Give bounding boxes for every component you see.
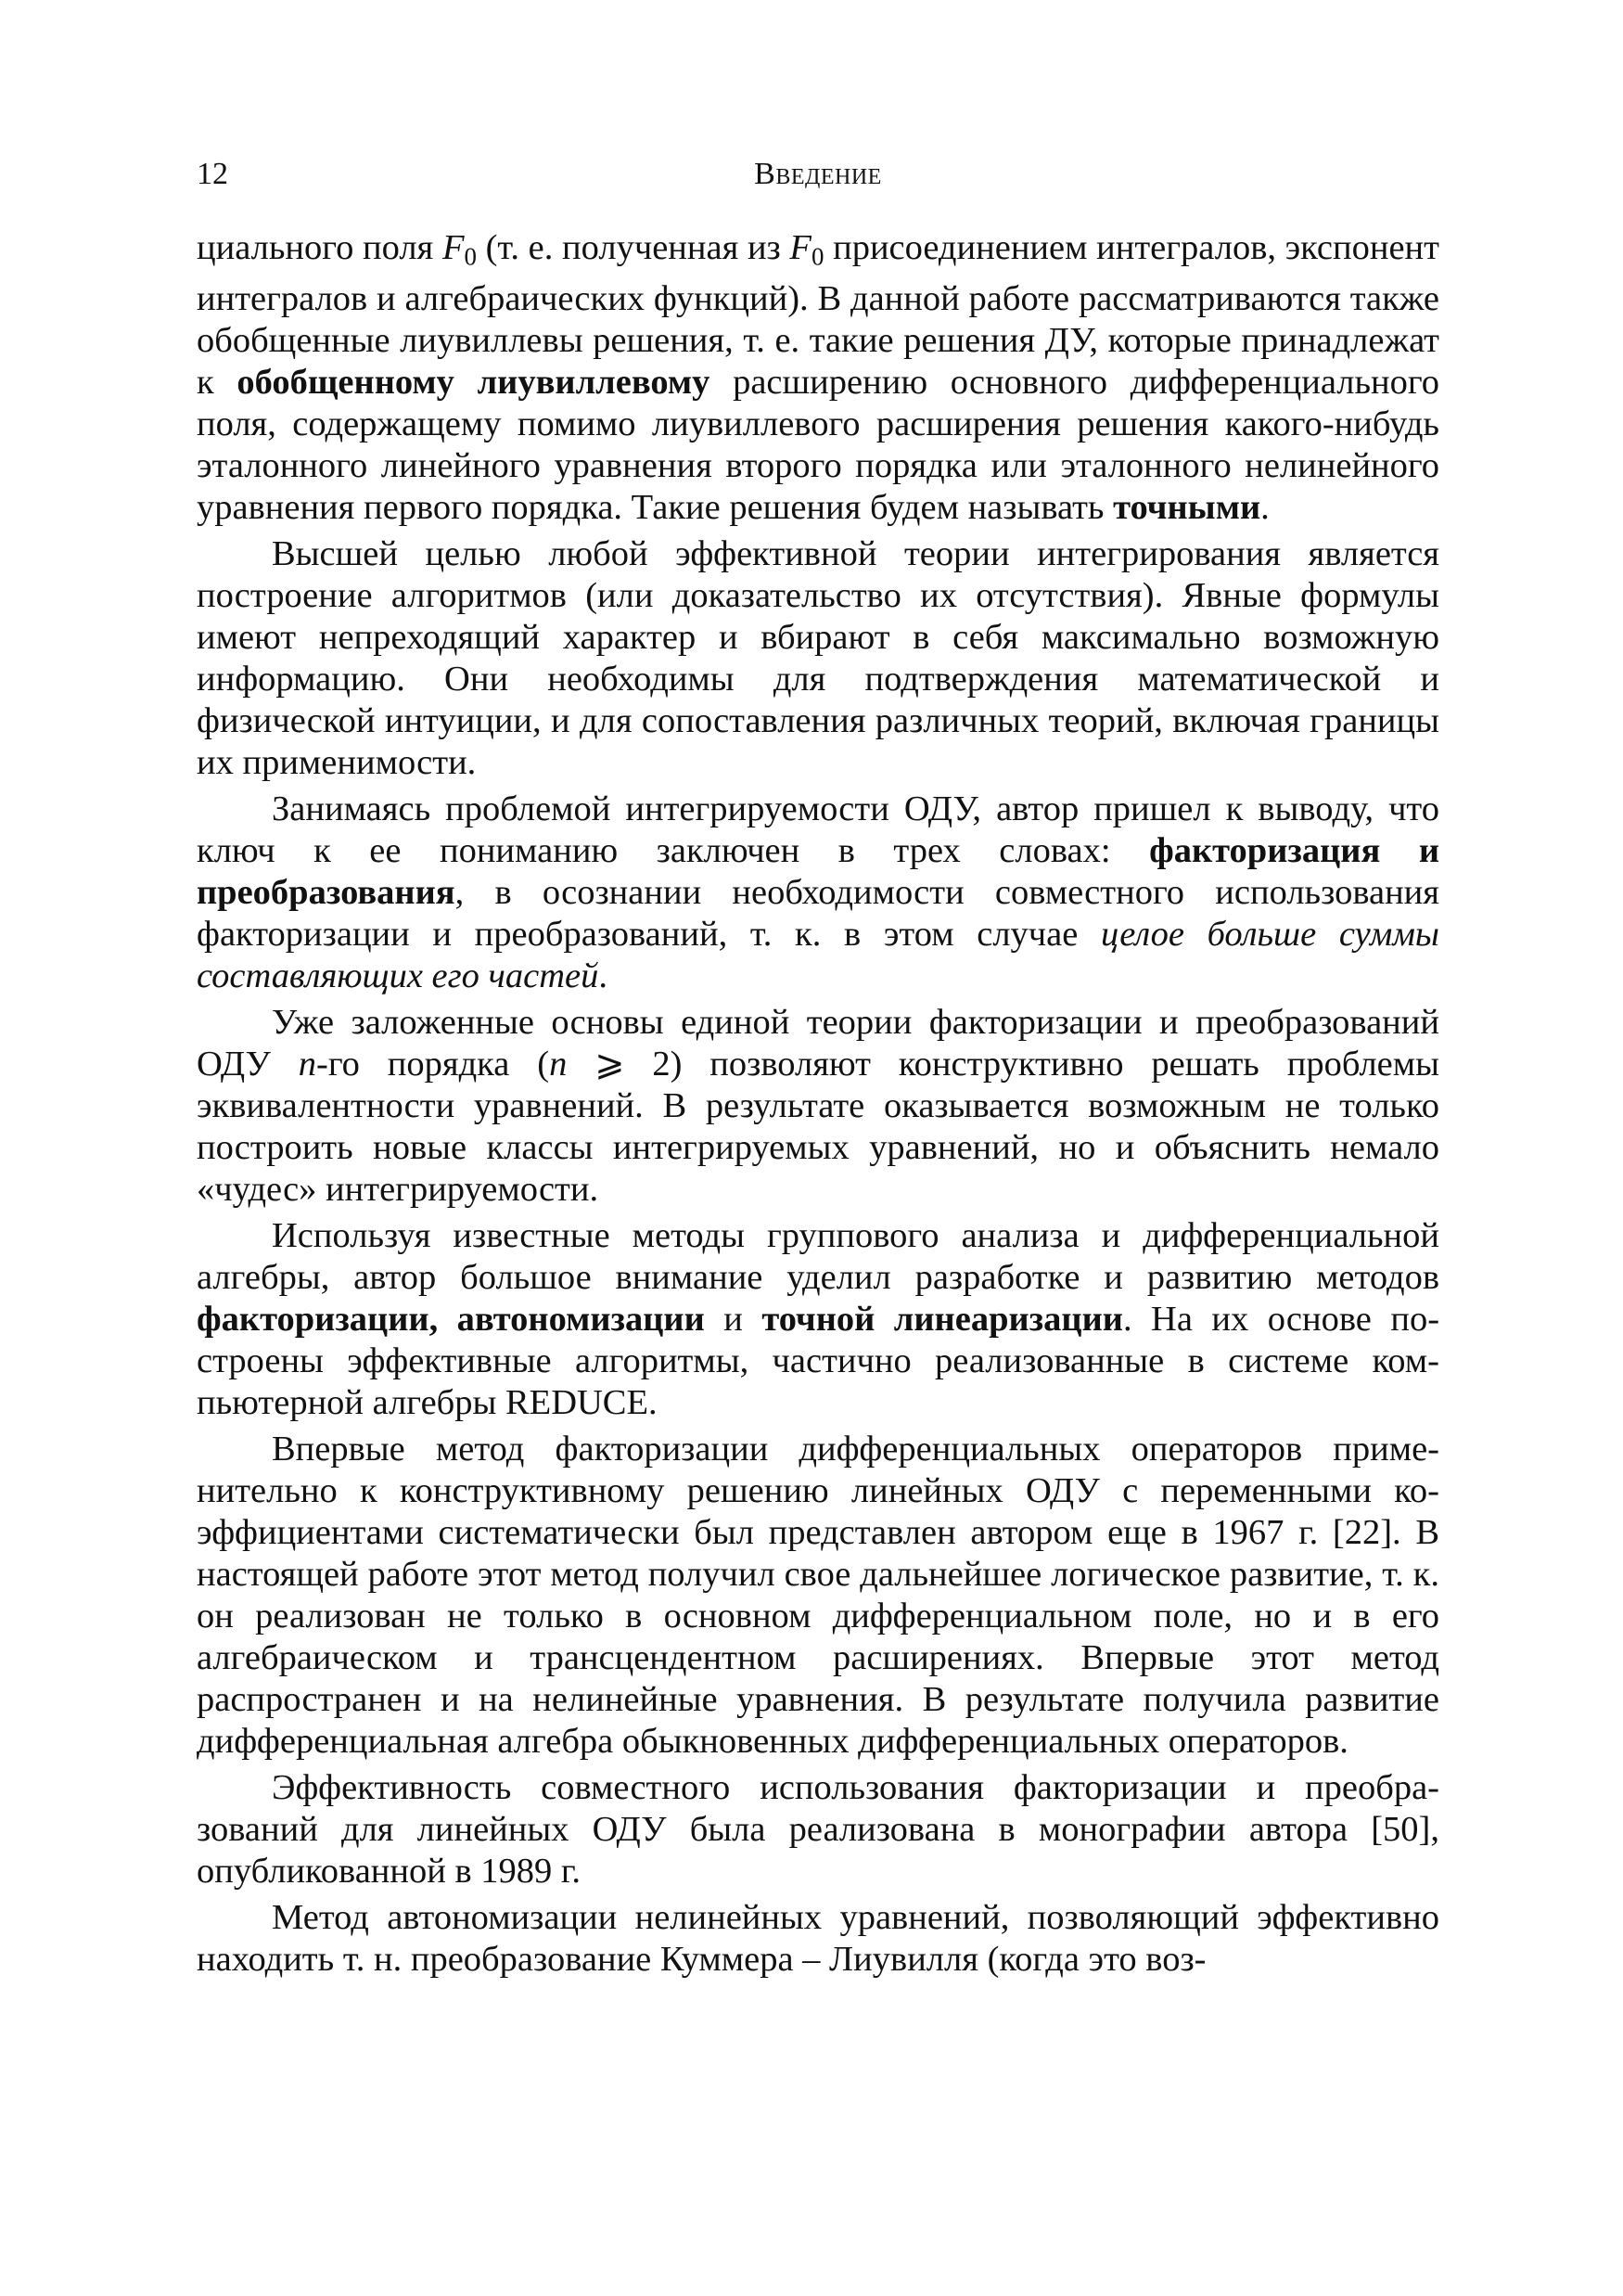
math-n: n: [549, 1044, 568, 1084]
text-run: циального поля: [197, 228, 442, 267]
text-run: .: [1260, 487, 1270, 527]
text-run: расширению основного дифференциального поля, содержащему помимо лиувиллевого расширения решения какого-нибудь эталонного линейного уравнения второго порядка или эталонного нелинейного уравнения первого порядка. Такие решения будем называть: [197, 362, 1439, 527]
text-run: ) позволяют конструктивно решать проблемы эквивалентности уравнений. В результате оказывается возможным не только построить новые классы интегрируемых уравнений, но и объяснить немало «чудес» интегрируемости.: [197, 1044, 1439, 1209]
math-inequality: ⩾ 2: [567, 1044, 671, 1084]
text-run: Уже заложенные основы единой теории факторизации и преобразований ОДУ: [197, 1002, 1439, 1084]
math-f0: [789, 228, 824, 271]
paragraph-5: [197, 1215, 1439, 1424]
math-symbol: F: [441, 228, 465, 267]
math-symbol: F: [789, 228, 812, 267]
math-subscript: 0: [811, 242, 824, 271]
text-body: [197, 227, 1439, 1985]
bold-term: обобщенному лиувиллевому: [236, 362, 710, 402]
page-header: [197, 151, 1439, 198]
text-run: присоединением интегралов, экспонент интегралов и алгебраических функций). В данной работе рассматриваются также обобщенные лиувиллевы решения, т. е. такие решения ДУ, которые принадлежат к: [197, 228, 1439, 402]
text-run: и: [704, 1299, 762, 1339]
paragraph-7: Эффективность совместного использования факторизации и преобразований для линейных ОДУ была реализована в монографии автора [50], опубликованной в 1989 г.: [197, 1767, 1439, 1891]
math-n: n: [298, 1044, 316, 1084]
bold-term: точными: [1113, 487, 1261, 527]
running-title: Введение: [754, 157, 882, 191]
bold-term: точной линеаризации: [761, 1299, 1123, 1339]
text-run: . На их основе построены эффективные алгоритмы, частично реализованные в системе компьютерной алгебры REDUCE.: [197, 1299, 1440, 1422]
text-run: .: [598, 956, 608, 995]
paragraph-1: [197, 227, 1439, 529]
text-run: (т. е. полученная из: [476, 228, 790, 267]
text-run: -го порядка (: [316, 1044, 550, 1084]
text-run: , в осознании необходимости совместного использования факторизации и преобразований, т. к. в этом случае: [197, 872, 1439, 954]
math-subscript: 0: [464, 242, 477, 271]
math-f0: [441, 228, 477, 271]
paragraph-8: Метод автономизации нелинейных уравнений, позволяющий эффективно находить т. н. преобразование Куммера – Лиувилля (когда это воз-: [197, 1897, 1439, 1979]
italic-phrase: целое больше суммы составляющих его частей: [197, 914, 1439, 995]
bold-term: факторизация и преобразования: [197, 830, 1439, 912]
paragraph-2: Высшей целью любой эффективной теории интегрирования является построение алгоритмов (или доказательство их отсутствия). Явные формулы имеют непреходящий характер и вбирают в себя максимально возможную информацию. Они необходимы для подтверждения математической и физической интуиции, и для сопоставления различных теорий, включая границы их применимости.: [197, 533, 1439, 782]
text-run: Используя известные методы группового анализа и дифференциальной алгебры, автор большое внимание уделил разработке и развитию методов: [197, 1215, 1439, 1297]
paragraph-3: [197, 789, 1439, 997]
page-number: 12: [197, 157, 228, 191]
bold-term: факторизации, автономизации: [197, 1299, 705, 1339]
text-run: Занимаясь проблемой интегрируемости ОДУ, автор пришел к выводу, что ключ к ее пониманию заключен в трех словах:: [197, 789, 1439, 870]
paragraph-4: [197, 1002, 1439, 1211]
paragraph-6: Впервые метод факторизации дифференциальных операторов применительно к конструктивному решению линейных ОДУ с переменными коэффициентами систематически был представлен автором еще в 1967 г. [22]. В настоящей работе этот метод получил свое дальнейшее логическое развитие, т. к. он реализован не только в основном дифференциальном поле, но и в его алгебраическом и трансцендентном расширениях. Впервые этот метод распространен и на нелинейные уравнения. В результате получила развитие дифференциальная алгебра обыкновенных дифференциальных операторов.: [197, 1429, 1439, 1761]
